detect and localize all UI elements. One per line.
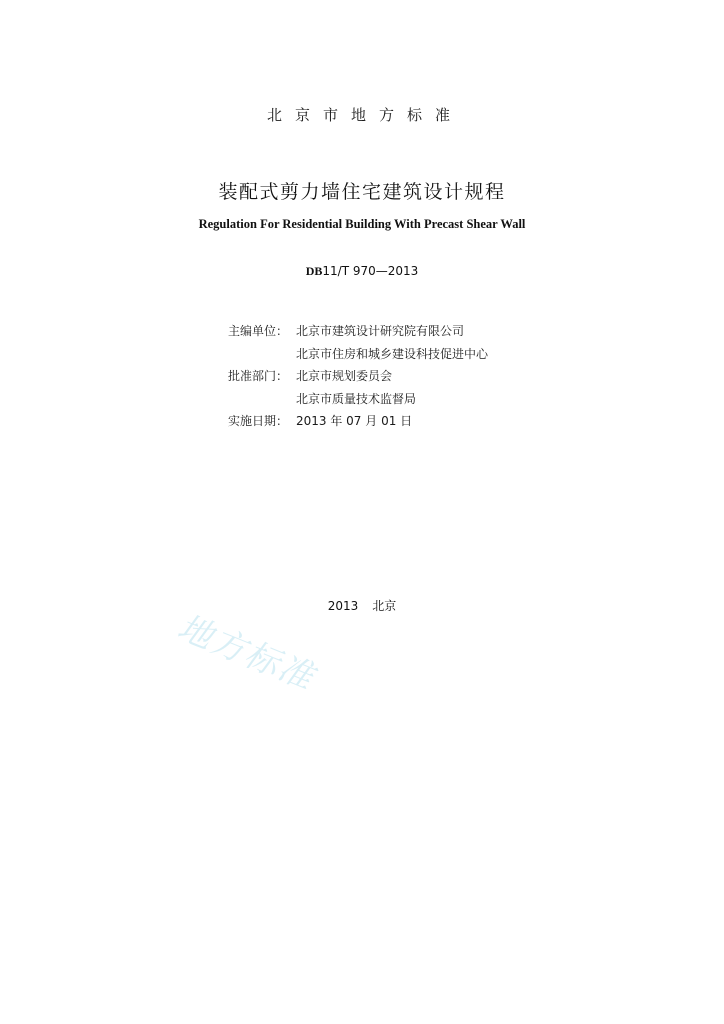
implementation-date-label: 实施日期： xyxy=(228,414,289,428)
implementation-date-value: 2013 年 07 月 01 日 xyxy=(296,414,413,428)
implementation-date-row xyxy=(228,410,488,433)
approver-unit-1: 北京市规划委员会 xyxy=(296,369,393,383)
standard-code-number: 11/T 970—2013 xyxy=(322,264,419,278)
editor-unit-1: 北京市建筑设计研究院有限公司 xyxy=(296,324,465,338)
standard-type-heading: 北京市地方标准 xyxy=(266,106,463,124)
document-info-block xyxy=(228,320,488,433)
editor-label: 主编单位： xyxy=(228,324,289,338)
document-title-english: Regulation For Residential Building With Precast Shear Wall xyxy=(198,217,526,231)
approver-row-1 xyxy=(228,365,488,388)
approver-unit-2: 北京市质量技术监督局 xyxy=(296,391,417,406)
watermark: 地方标准 xyxy=(172,607,321,699)
approver-label: 批准部门： xyxy=(228,369,289,383)
publication-footer xyxy=(0,597,724,614)
editor-unit-2: 北京市住房和城乡建设科技促进中心 xyxy=(296,346,489,361)
publication-year: 2013 xyxy=(327,599,359,613)
document-title-chinese: 装配式剪力墙住宅建筑设计规程 xyxy=(218,181,506,203)
standard-code xyxy=(0,264,724,279)
approver-row-2 xyxy=(228,388,488,411)
editor-row-1 xyxy=(228,320,488,343)
editor-row-2 xyxy=(228,343,488,366)
publication-city: 北京 xyxy=(372,599,397,613)
standard-code-prefix: DB xyxy=(305,264,323,278)
